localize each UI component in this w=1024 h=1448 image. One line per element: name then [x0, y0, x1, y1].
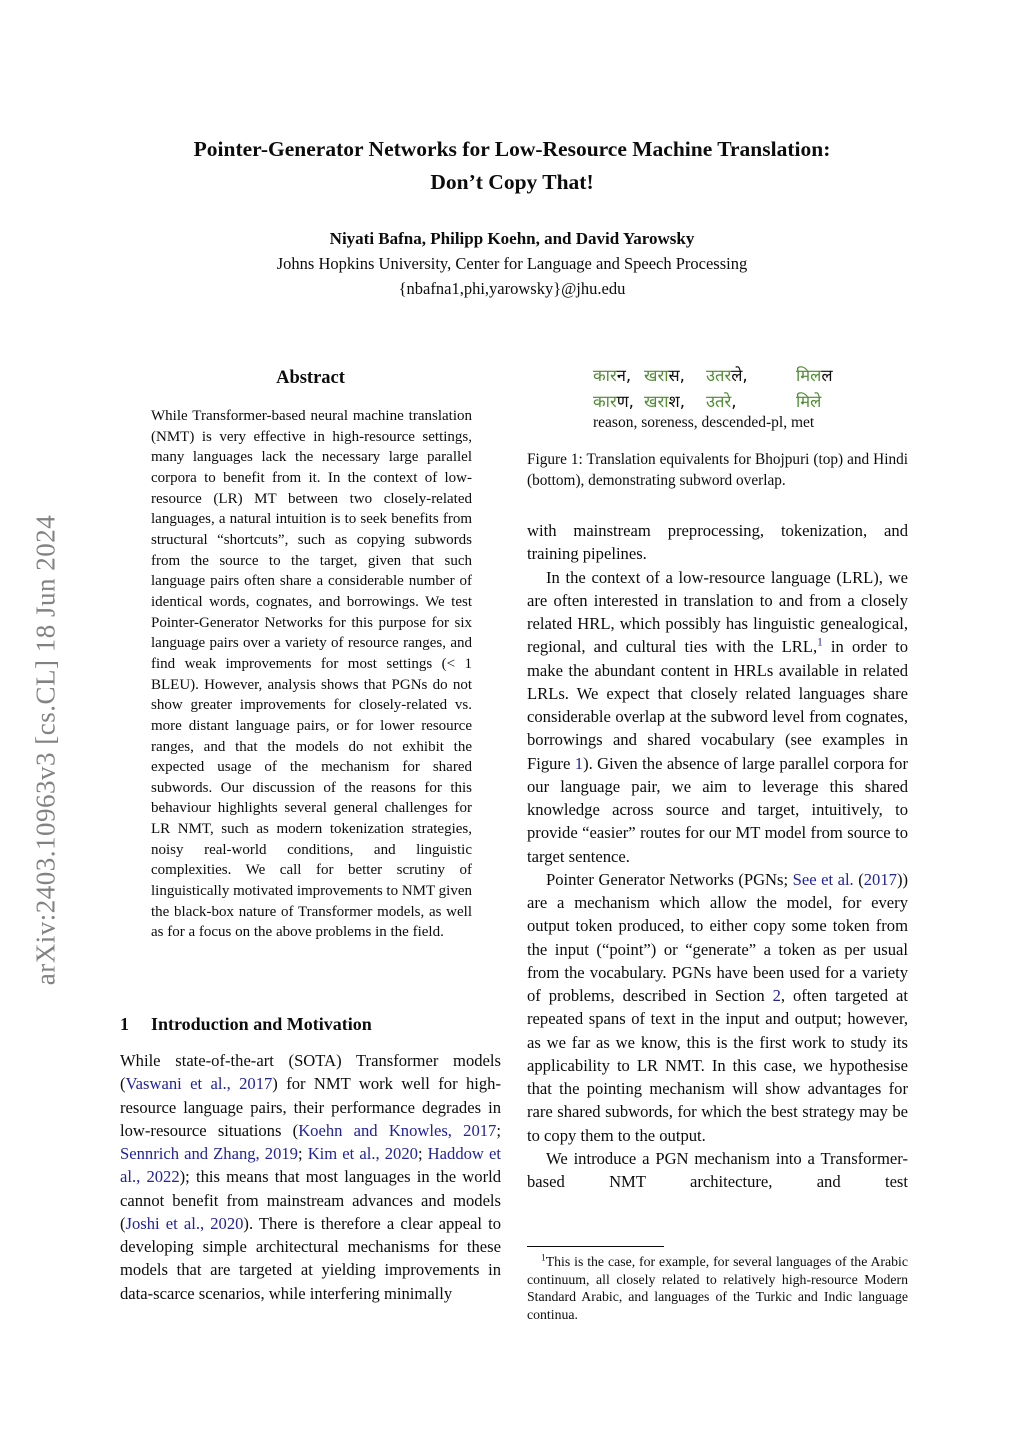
figure1-word [796, 363, 833, 386]
text-segment: We introduce a PGN mechanism into a Transformer-based NMT architecture, and test [527, 1148, 908, 1191]
email-line: {nbafna1,phi,yarowsky}@jhu.edu [398, 279, 626, 298]
figure1-word [593, 389, 634, 412]
figure1 [527, 363, 908, 491]
text-segment: While state-of-the-art (SOTA) Transformer models ( [120, 1051, 501, 1094]
authors-line: Niyati Bafna, Philipp Koehn, and David Yarowsky [329, 229, 695, 248]
affiliation-line: Johns Hopkins University, Center for Language and Speech Processing [276, 254, 748, 273]
shared-subword-green: खरा [644, 391, 669, 411]
body-paragraph-pgn-description [527, 868, 908, 1147]
citation-link[interactable]: Koehn and Knowles, 2017 [298, 1120, 497, 1140]
footnote-block [527, 1246, 908, 1323]
introduction-body [120, 1049, 501, 1305]
figure1-word [644, 363, 685, 386]
paper-title [0, 133, 1024, 199]
citation-link[interactable]: 2 [772, 986, 781, 1005]
footnote-text [527, 1253, 908, 1323]
figure1-word [644, 389, 685, 412]
citation-link[interactable]: Haddow et al., 2022 [120, 1144, 501, 1187]
abstract-heading: Abstract [276, 368, 345, 388]
citation-link[interactable]: See et al. [792, 869, 854, 889]
text-segment: )) are a mechanism which allow the model, for every output token produced, to either copy some token from the input (“point”) or “generate” a token as per usual from the vocabulary. PGNs have been used for a variety of problems, described in Section [527, 869, 908, 1005]
shared-subword-green: मिले [796, 391, 822, 411]
body-paragraph-continuation [527, 519, 908, 566]
text-segment: ); this means that most languages in the world cannot benefit from mainstream advances and models ( [120, 1167, 502, 1233]
citation-link[interactable]: Vaswani et al., 2017 [125, 1074, 273, 1094]
abstract-text: While Transformer-based neural machine translation (NMT) is very effective in high-resource settings, many languages lack the necessary large parallel corpora to benefit from it. In the context of low-resource (LR) MT between two closely-related languages, a natural intuition is to seek benefits from structural “shortcuts”, such as copying subwords from the source to the target, given that such language pairs often share a considerable number of identical words, cognates, and borrowings. We test Pointer-Generator Networks for this purpose for six language pairs over a variety of resource ranges, and find weak improvements for most settings (< 1 BLEU). However, analysis shows that PGNs do not show greater improvements for closely-related vs. more distant language pairs, or for lower resource ranges, and that the models do not exhibit the expected usage of the mechanism for shared subwords. Our discussion of the reasons for this behaviour highlights several general challenges for LR NMT, such as modern tokenization strategies, noisy real-world conditions, and linguistic complexities. We call for better scrutiny of linguistically motivated improvements to NMT given the black-box nature of Transformer models, as well as for a focus on the above problems in the field. [151, 408, 472, 941]
footnote-rule [527, 1246, 664, 1247]
text-segment: In the context of a low-resource language (LRL), we are often interested in translation to and from a closely related HRL, which possibly has linguistic genealogical, regional, and cultural ties with the LRL, [527, 567, 908, 657]
citation-link[interactable]: 2017 [863, 869, 897, 889]
nonshared-subword-black: स, [668, 366, 685, 385]
citation-link[interactable]: Sennrich and Zhang, 2019 [120, 1144, 298, 1163]
figure1-word [706, 363, 748, 386]
shared-subword-green: कार [593, 366, 617, 385]
figure1-caption: Figure 1: Translation equivalents for Bhojpuri (top) and Hindi (bottom), demonstrating subword overlap. [527, 451, 908, 489]
section-number: 1 [120, 1014, 129, 1034]
nonshared-subword-black: ल [821, 366, 833, 385]
nonshared-subword-black: ण, [616, 391, 634, 411]
section-title: Introduction and Motivation [151, 1014, 372, 1034]
text-segment: Pointer Generator Networks (PGNs; [546, 869, 793, 889]
figure1-word [593, 363, 631, 386]
text-segment: with mainstream preprocessing, tokenization, and training pipelines. [527, 521, 908, 564]
text-segment: ) for NMT work well for high-resource language pairs, their performance degrades in low-resource situations ( [120, 1074, 501, 1140]
shared-subword-green: मिल [796, 366, 822, 385]
nonshared-subword-black: ले, [731, 366, 748, 385]
body-paragraph-lrl-context [527, 566, 908, 868]
arxiv-stamp: arXiv:2403.10963v3 [cs.CL] 18 Jun 2024 [30, 514, 61, 986]
citation-link[interactable]: 1 [574, 753, 584, 773]
citation-link[interactable]: 1 [817, 636, 823, 649]
figure1-hindi-row [527, 389, 908, 415]
text-segment: This is the case, for example, for several languages of the Arabic continuum, all closely related to relatively high-resource Modern Standard Arabic, and languages of the Turkic and Indic language continua. [527, 1254, 908, 1322]
citation-link[interactable]: Kim et al., 2020 [307, 1144, 418, 1163]
text-segment: ). There is therefore a clear appeal to developing simple architectural mechanisms for these models that are targeted at yielding improvements in data-scarce scenarios, while interfering minimally [120, 1213, 501, 1303]
shared-subword-green: उतरे [706, 391, 732, 411]
paper-title-line2: Don’t Copy That! [430, 170, 594, 194]
text-segment: in order to make the abundant content in HRLs available in related LRLs. We expect that closely related languages share considerable overlap at the subword level from cognates, borrowings and shared vocabulary (see examples in Figure [527, 637, 908, 773]
text-segment: ; [297, 1144, 308, 1163]
text-segment: ; [417, 1144, 428, 1163]
shared-subword-green: कार [593, 391, 617, 411]
figure1-word [796, 389, 821, 412]
intro-paragraph [120, 1049, 501, 1305]
shared-subword-green: उतर [706, 366, 732, 385]
nonshared-subword-black: श, [668, 391, 685, 411]
text-segment: , often targeted at repeated spans of text in the input and output; however, as we far as we know, this is the first work to study its applicability to LR NMT. In this case, we hypothesise that the pointing mechanism will show advantages for rare shared subwords, for which the best strategy may be to copy them to the output. [527, 986, 908, 1145]
figure1-word [706, 389, 736, 412]
text-segment: ; [496, 1120, 501, 1140]
body-paragraph-we-introduce [527, 1147, 908, 1194]
nonshared-subword-black: , [731, 391, 737, 411]
citation-link[interactable]: Joshi et al., 2020 [125, 1213, 244, 1233]
text-segment: ( [853, 869, 864, 889]
section-heading-introduction [120, 1014, 501, 1035]
nonshared-subword-black: न, [616, 366, 632, 385]
paper-title-line1: Pointer-Generator Networks for Low-Resource Machine Translation: [193, 137, 831, 161]
figure1-bhojpuri-row [527, 363, 908, 389]
text-segment: ). Given the absence of large parallel corpora for our language pair, we aim to leverage this shared knowledge across source and target, intuitively, to provide “easier” routes for our MT model from source to target sentence. [527, 753, 908, 866]
figure1-gloss: reason, soreness, descended-pl, met [593, 414, 815, 431]
shared-subword-green: खरा [644, 366, 669, 385]
right-column-body [527, 519, 908, 1193]
text-segment: 1 [541, 1253, 546, 1264]
